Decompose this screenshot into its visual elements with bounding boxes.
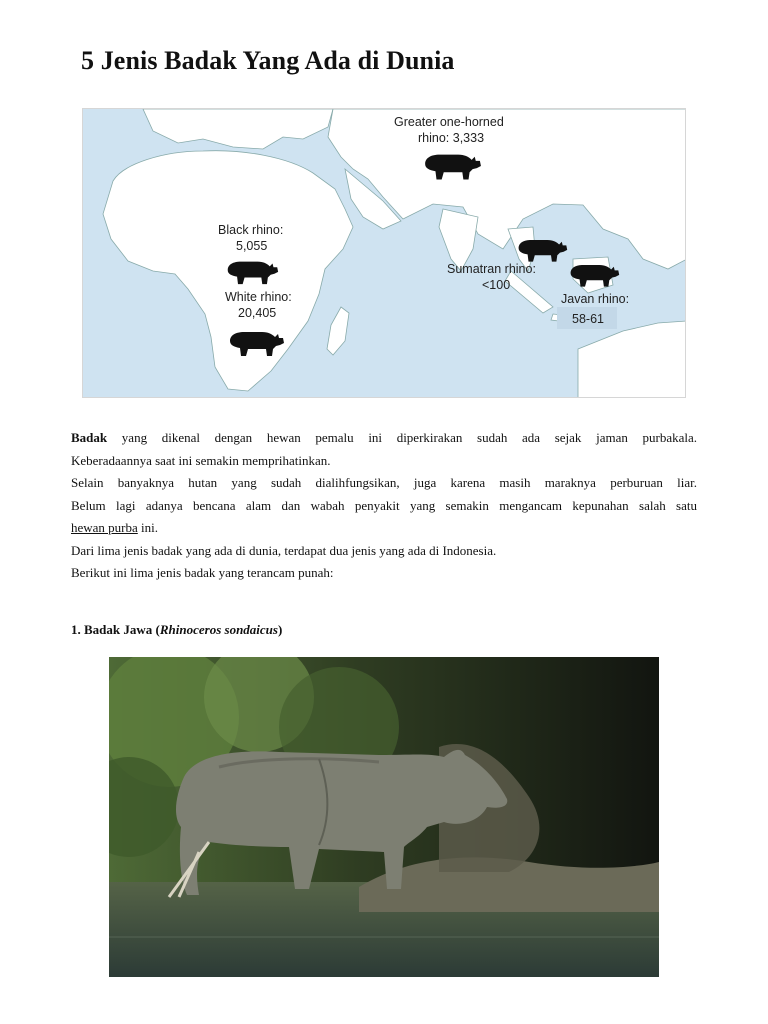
paragraph-3: Dari lima jenis badak yang ada di dunia, terdapat dua jenis yang ada di Indonesia.	[71, 542, 497, 558]
paragraph-2-line-3	[71, 517, 697, 540]
rhino-distribution-map	[82, 108, 686, 398]
greater-rhino-label-1: Greater one-horned	[394, 115, 504, 129]
p2-after: ini.	[137, 520, 159, 535]
page-title: 5 Jenis Badak Yang Ada di Dunia	[81, 46, 455, 75]
section-latin-name: Rhinoceros sondaicus	[159, 622, 278, 637]
hewan-purba-link[interactable]: hewan purba	[71, 520, 138, 535]
section-prefix: 1. Badak Jawa (	[71, 622, 160, 637]
greater-rhino-label-2: rhino: 3,333	[418, 131, 485, 145]
javan-rhino-label: Javan rhino:	[561, 292, 630, 306]
section-suffix: )	[277, 622, 283, 637]
black-rhino-label: Black rhino:	[218, 223, 284, 237]
javan-rhino-value: 58-61	[572, 312, 604, 326]
paragraph-2-line-2: Belum lagi adanya bencana alam dan wabah penyakit yang semakin mengancam kepunahan salah satu	[71, 497, 697, 513]
white-rhino-value: 20,405	[238, 306, 277, 320]
white-rhino-label: White rhino:	[225, 290, 292, 304]
sumatran-rhino-label: Sumatran rhino:	[447, 262, 536, 276]
world-map-graphic	[83, 109, 686, 398]
paragraph-1-line-2: Keberadaannya saat ini semakin memprihatinkan.	[71, 452, 331, 468]
bold-badak: Badak	[71, 430, 108, 445]
p1-line1-text: yang dikenal dengan hewan pemalu ini diperkirakan sudah ada sejak jaman purbakala.	[121, 430, 697, 445]
black-rhino-value: 5,055	[236, 239, 268, 253]
paragraph-4: Berikut ini lima jenis badak yang terancam punah:	[71, 565, 334, 580]
paragraph-2-line-1: Selain banyaknya hutan yang sudah dialihfungsikan, juga karena masih maraknya perburuan liar.	[71, 475, 697, 490]
javan-rhino-photo	[109, 657, 659, 977]
javan-rhino-photo-graphic	[109, 657, 659, 977]
section-heading-badak-jawa	[71, 622, 282, 638]
paragraph-1-line-1	[71, 427, 697, 450]
intro-text	[71, 427, 697, 585]
sumatran-rhino-value: <100	[482, 278, 511, 292]
